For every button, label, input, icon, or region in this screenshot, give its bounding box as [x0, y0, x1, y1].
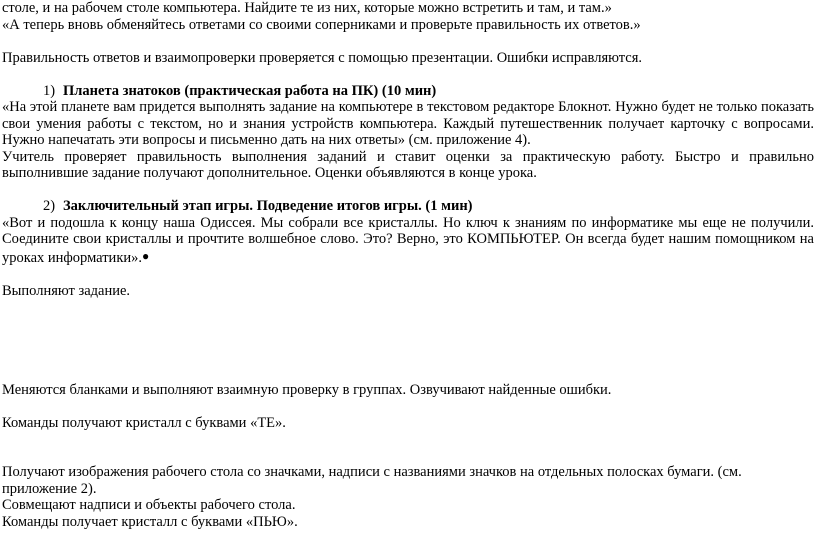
paragraph-exchange-answers: «А теперь вновь обменяйтесь ответами со своими соперниками и проверьте правильность их ответов.»	[2, 16, 641, 33]
section-1-title: Планета знатоков (практическая работа на ПК) (10 мин)	[63, 82, 437, 99]
section-1-quote: «На этой планете вам придется выполнять задание на компьютере в текстовом редакторе Блокнот. Нужно будет не только показать свои умения работы с текстом, но и знания устройств компьютера. Каждый путешественник получает карточку с вопросами. Нужно напечатать эти вопросы и письменно дать на них ответы» (см. приложение 4).	[2, 99, 814, 148]
section-2-quote: «Вот и подошла к концу наша Одиссея. Мы собрали все кристаллы. Но ключ к знаниям по информатике мы еще не получили. Соедините свои кристаллы и прочтите волшебное слово. Это? Верно, это КОМПЬЮТЕР. Он всегда будет нашим помощником на уроках информатики».	[2, 214, 814, 266]
section-2-number: 2)	[43, 198, 56, 214]
bullet-dot-icon: ●	[142, 248, 150, 263]
paragraph-desktop-images: Получают изображения рабочего стола со значками, надписи с названиями значков на отдельных полосках бумаги. (см. приложение 2).	[2, 464, 742, 497]
paragraph-presentation-check: Правильность ответов и взаимопроверки проверяется с помощью презентации. Ошибки исправляются.	[2, 49, 642, 66]
paragraph-continuation: столе, и на рабочем столе компьютера. Найдите те из них, которые можно встретить и там, и там.»	[2, 0, 612, 16]
section-1-number: 1)	[43, 82, 56, 99]
section-1-heading	[2, 83, 814, 100]
paragraph-do-task: Выполняют задание.	[2, 282, 131, 299]
section-1-teacher-note: Учитель проверяет правильность выполнения заданий и ставит оценки за практическую работу. Быстро и правильно выполнившие задание получают дополнительное. Оценки объявляются в конце урока.	[2, 148, 814, 181]
section-2-quote-block	[2, 215, 814, 267]
paragraph-combine-labels: Совмещают надписи и объекты рабочего стола.	[2, 497, 296, 513]
paragraph-crystal-te: Команды получают кристалл с буквами «ТЕ».	[2, 414, 286, 431]
paragraph-exchange-forms: Меняются бланками и выполняют взаимную проверку в группах. Озвучивают найденные ошибки.	[2, 381, 612, 398]
document-page	[2, 0, 814, 530]
section-2-title: Заключительный этап игры. Подведение итогов игры. (1 мин)	[63, 198, 473, 214]
section-2-heading	[2, 198, 814, 215]
paragraph-crystal-pyu: Команды получает кристалл с буквами «ПЬЮ».	[2, 513, 298, 530]
